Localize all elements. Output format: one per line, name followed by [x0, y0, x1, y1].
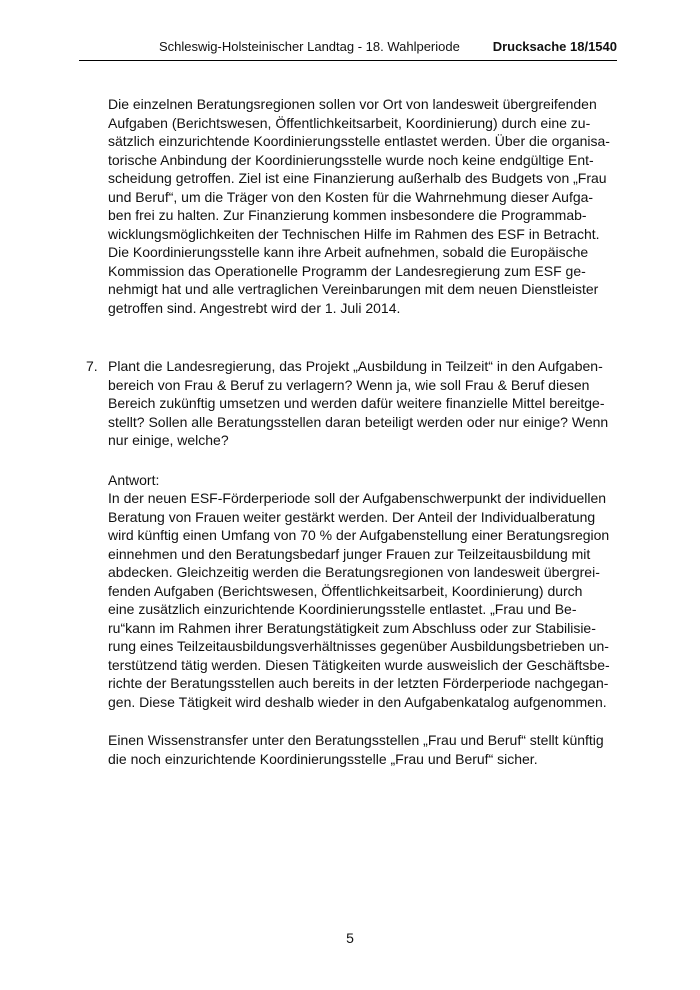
text-line: wird künftig einen Umfang von 70 % der Aufgabenstellung einer Beratungsregion: [108, 527, 610, 543]
text-line: nur einige, welche?: [108, 432, 229, 448]
text-line: abdecken. Gleichzeitig werden die Beratungsregionen von landesweit übergrei-: [108, 564, 600, 580]
header-title: Schleswig-Holsteinischer Landtag - 18. Wahlperiode: [159, 39, 460, 54]
answer-label: [108, 471, 617, 490]
text-line: Beratung von Frauen weiter gestärkt werden. Der Anteil der Individualberatung: [108, 508, 596, 525]
text-line: torische Anbindung der Koordinierungsstelle wurde noch keine endgültige Ent-: [108, 151, 594, 168]
text-line: sätzlich einzurichtende Koordinierungsstelle entlastet werden. Über die organisa-: [108, 133, 610, 149]
text-line: scheidung getroffen. Ziel ist eine Finanzierung außerhalb des Budgets von „Frau: [108, 170, 607, 186]
page-number: 5: [346, 930, 354, 946]
text-line: richte der Beratungsstellen auch bereits in der letzten Förderperiode nachgegan-: [108, 675, 609, 691]
paragraph-intro: [108, 95, 617, 317]
text-line: Kommission das Operationelle Programm der Landesregierung zum ESF ge-: [108, 262, 586, 279]
text-line: eine zusätzlich einzurichtende Koordinierungsstelle entlastet. „Frau und Be-: [108, 601, 577, 617]
text-line: stellt? Sollen alle Beratungsstellen daran beteiligt werden oder nur einige? Wenn: [108, 413, 609, 430]
text-line: ru“kann im Rahmen ihrer Beratungstätigkeit zum Abschluss oder zur Stabilisie-: [108, 619, 596, 636]
text-line: terstützend tätig werden. Diesen Tätigkeiten wurde ausweislich der Geschäftsbe-: [108, 656, 610, 673]
text-line: nehmigt hat und alle vertraglichen Vereinbarungen mit dem neuen Dienstleister: [108, 281, 599, 297]
text-line: ben frei zu halten. Zur Finanzierung kommen insbesondere die Programmab-: [108, 207, 587, 223]
text-line: Die Koordinierungsstelle kann ihre Arbeit aufnehmen, sobald die Europäische: [108, 244, 589, 260]
text-line: getroffen sind. Angestrebt wird der 1. Juli 2014.: [108, 299, 401, 316]
text-line: Plant die Landesregierung, das Projekt „Ausbildung in Teilzeit“ in den Aufgaben-: [108, 358, 603, 374]
question-number: 7.: [86, 358, 98, 374]
text-line: die noch einzurichtende Koordinierungsstelle „Frau und Beruf“ sicher.: [108, 750, 538, 767]
text-line: Bereich zukünftig umsetzen und werden dafür weitere finanzielle Mittel bereitge-: [108, 395, 605, 411]
paragraph-closing: [108, 731, 617, 768]
text-line: und Beruf“, um die Träger von den Kosten für die Wahrnehmung dieser Aufga-: [108, 188, 594, 205]
text-line: Antwort:: [108, 472, 160, 488]
question-7: [108, 357, 617, 450]
text-line: wicklungsmöglichkeiten der Technischen Hilfe im Rahmen des ESF in Betracht.: [108, 225, 600, 242]
text-line: Aufgaben (Berichtswesen, Öffentlichkeitsarbeit, Koordinierung) durch eine zu-: [108, 114, 591, 131]
text-line: gen. Diese Tätigkeit wird deshalb wieder in den Aufgabenkatalog aufgenommen.: [108, 693, 607, 710]
page-header: [79, 38, 617, 58]
text-line: rung eines Teilzeitausbildungsverhältnisses gegenüber Ausbildungsbetrieben un-: [108, 638, 609, 654]
text-line: einnehmen und den Beratungsbedarf junger Frauen zur Teilzeitausbildung mit: [108, 545, 591, 562]
answer-text: [108, 489, 617, 711]
text-line: Die einzelnen Beratungsregionen sollen vor Ort von landesweit übergreifenden: [108, 96, 597, 112]
text-line: fenden Aufgaben (Berichtswesen, Öffentlichkeitsarbeit, Koordinierung) durch: [108, 582, 583, 599]
header-rule: [79, 60, 617, 61]
text-line: bereich von Frau & Beruf zu verlagern? Wenn ja, wie soll Frau & Beruf diesen: [108, 376, 590, 393]
document-number: Drucksache 18/1540: [492, 39, 617, 54]
text-line: In der neuen ESF-Förderperiode soll der Aufgabenschwerpunkt der individuellen: [108, 490, 607, 506]
text-line: Einen Wissenstransfer unter den Beratungsstellen „Frau und Beruf“ stellt künftig: [108, 732, 604, 748]
